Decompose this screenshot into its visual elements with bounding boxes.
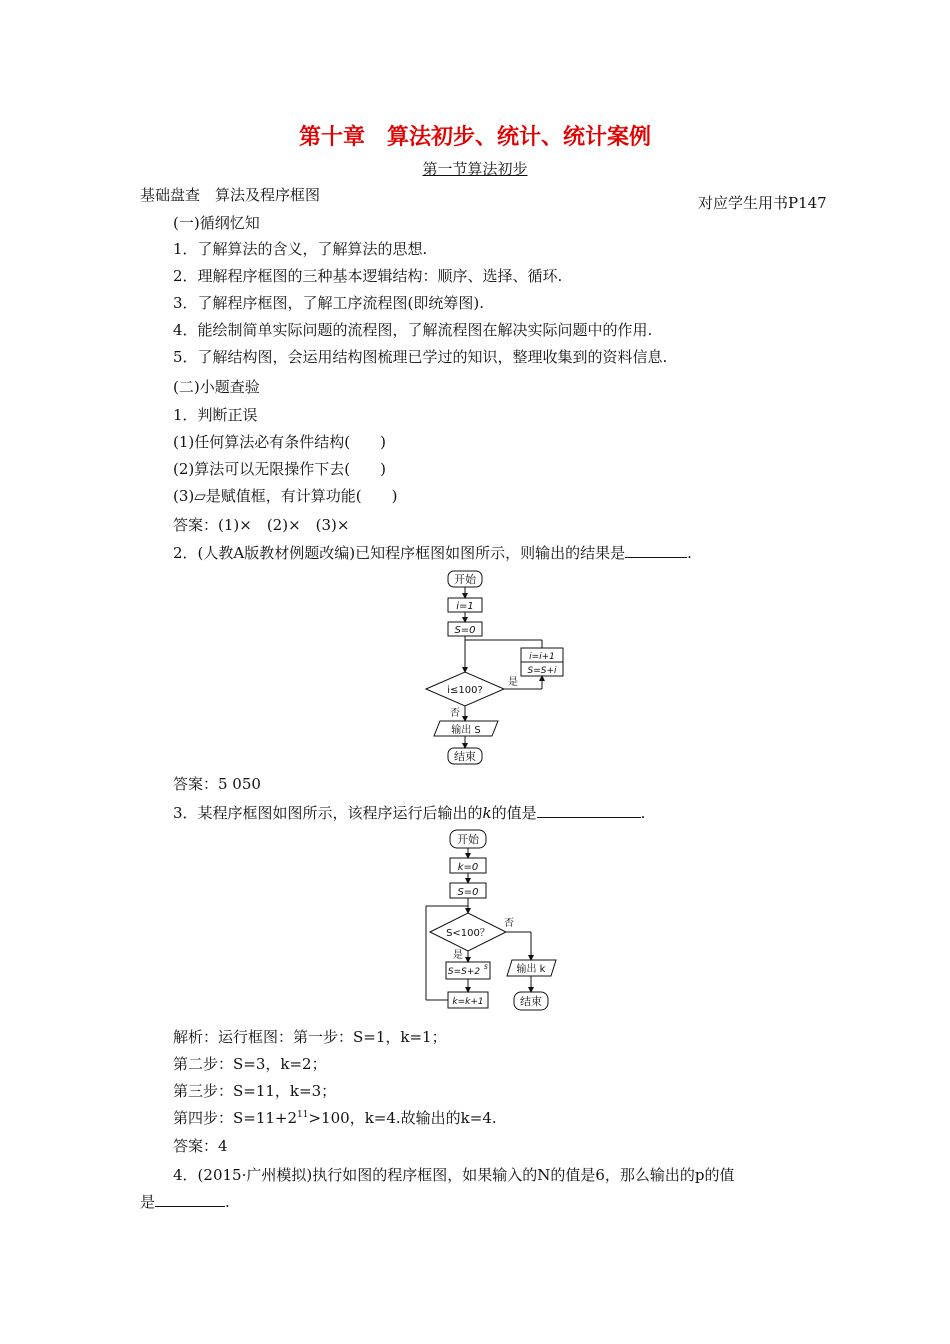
topic-heading: 基础盘查 算法及程序框图: [140, 186, 321, 204]
flow-end: 结束: [520, 995, 542, 1008]
flow-yes: 是: [453, 950, 463, 961]
flow-output: 输出 k: [516, 964, 546, 975]
q1-statement: (2)算法可以无限操作下去( ): [173, 460, 386, 478]
q4-prefix: 是: [140, 1193, 156, 1211]
parallelogram-icon: ▱: [194, 487, 206, 505]
flow-start: 开始: [454, 573, 476, 586]
q2-text: [173, 542, 692, 563]
answer-blank: [625, 543, 687, 558]
q1-statement: [173, 485, 398, 506]
flow-init-k: k=0: [457, 862, 479, 873]
flow-add-s: S=S+i: [527, 666, 557, 676]
goal-item: 2．理解程序框图的三种基本逻辑结构：顺序、选择、循环.: [173, 267, 563, 285]
flowchart-sum: [420, 568, 570, 768]
step4-a: 第四步：S=11+2: [173, 1109, 298, 1127]
flow-assign-s-exp: S: [484, 964, 488, 971]
q4-end: .: [225, 1193, 230, 1211]
q3-text: [173, 802, 645, 823]
part2-heading: (二)小题查验: [173, 378, 260, 396]
flow-init-s: S=0: [454, 625, 476, 636]
q4-line1: 4．(2015·广州模拟)执行如图的程序框图，如果输入的N的值是6，那么输出的p的值: [173, 1166, 735, 1184]
answer-blank: [155, 1192, 225, 1207]
flow-yes: 是: [508, 677, 518, 688]
goal-item: 3．了解程序框图，了解工序流程图(即统筹图).: [173, 294, 485, 312]
q2-answer: 答案：5 050: [173, 775, 261, 793]
analysis-line: 解析：运行框图：第一步：S=1，k=1；: [173, 1028, 447, 1046]
q3-question-b: 的值是: [491, 804, 537, 822]
q4-line2: [140, 1191, 230, 1212]
s3-prefix: (3): [173, 487, 195, 505]
flow-output: 输出 S: [451, 725, 481, 736]
q1-statement: (1)任何算法必有条件结构( ): [173, 433, 386, 451]
section-title-text: 第一节算法初步: [422, 160, 528, 178]
q3-answer: 答案：4: [173, 1137, 228, 1155]
flow-condition: i≤100?: [447, 685, 483, 696]
s3-suffix: 是赋值框，有计算功能( ): [205, 487, 398, 505]
q2-question: 2．(人教A版教材例题改编)已知程序框图如图所示，则输出的结果是: [173, 544, 626, 562]
flow-init-s: S=0: [457, 887, 479, 898]
analysis-line: 第三步：S=11，k=3；: [173, 1082, 337, 1100]
q3-question-a: 3．某程序框图如图所示，该程序运行后输出的: [173, 804, 483, 822]
flow-inc-i: i=i+1: [529, 652, 555, 662]
step4-exp: 11: [297, 1110, 309, 1120]
goal-item: 1．了解算法的含义，了解算法的思想.: [173, 240, 428, 258]
analysis-line: 第二步：S=3，k=2；: [173, 1055, 327, 1073]
flow-init-i: i=1: [456, 601, 474, 612]
flowchart-k: [420, 826, 570, 1018]
q3-end: .: [640, 804, 646, 822]
flow-end: 结束: [454, 750, 476, 763]
step4-b: >100，k=4.故输出的k=4.: [308, 1109, 497, 1127]
flow-inc-k: k=k+1: [452, 997, 484, 1007]
q3-var: k: [482, 804, 492, 822]
goal-item: 5．了解结构图，会运用结构图梳理已学过的知识，整理收集到的资料信息.: [173, 348, 668, 366]
analysis-line: [173, 1107, 497, 1128]
flow-no: 否: [504, 918, 514, 929]
q1-answer: 答案：(1)× (2)× (3)×: [173, 516, 350, 534]
answer-blank: [537, 803, 641, 818]
book-reference: 对应学生用书P147: [698, 194, 827, 212]
flow-no: 否: [450, 708, 460, 719]
section-title: [0, 158, 950, 179]
flow-start: 开始: [457, 833, 479, 846]
part1-heading: (一)循纲忆知: [173, 214, 260, 232]
q1-title: 1．判断正误: [173, 406, 258, 424]
flow-assign-s: S=S+2: [447, 967, 481, 977]
flow-condition: S<100？: [446, 928, 490, 939]
chapter-title: 第十章 算法初步、统计、统计案例: [298, 125, 651, 150]
q2-end: .: [687, 544, 692, 562]
goal-item: 4．能绘制简单实际问题的流程图，了解流程图在解决实际问题中的作用.: [173, 321, 653, 339]
